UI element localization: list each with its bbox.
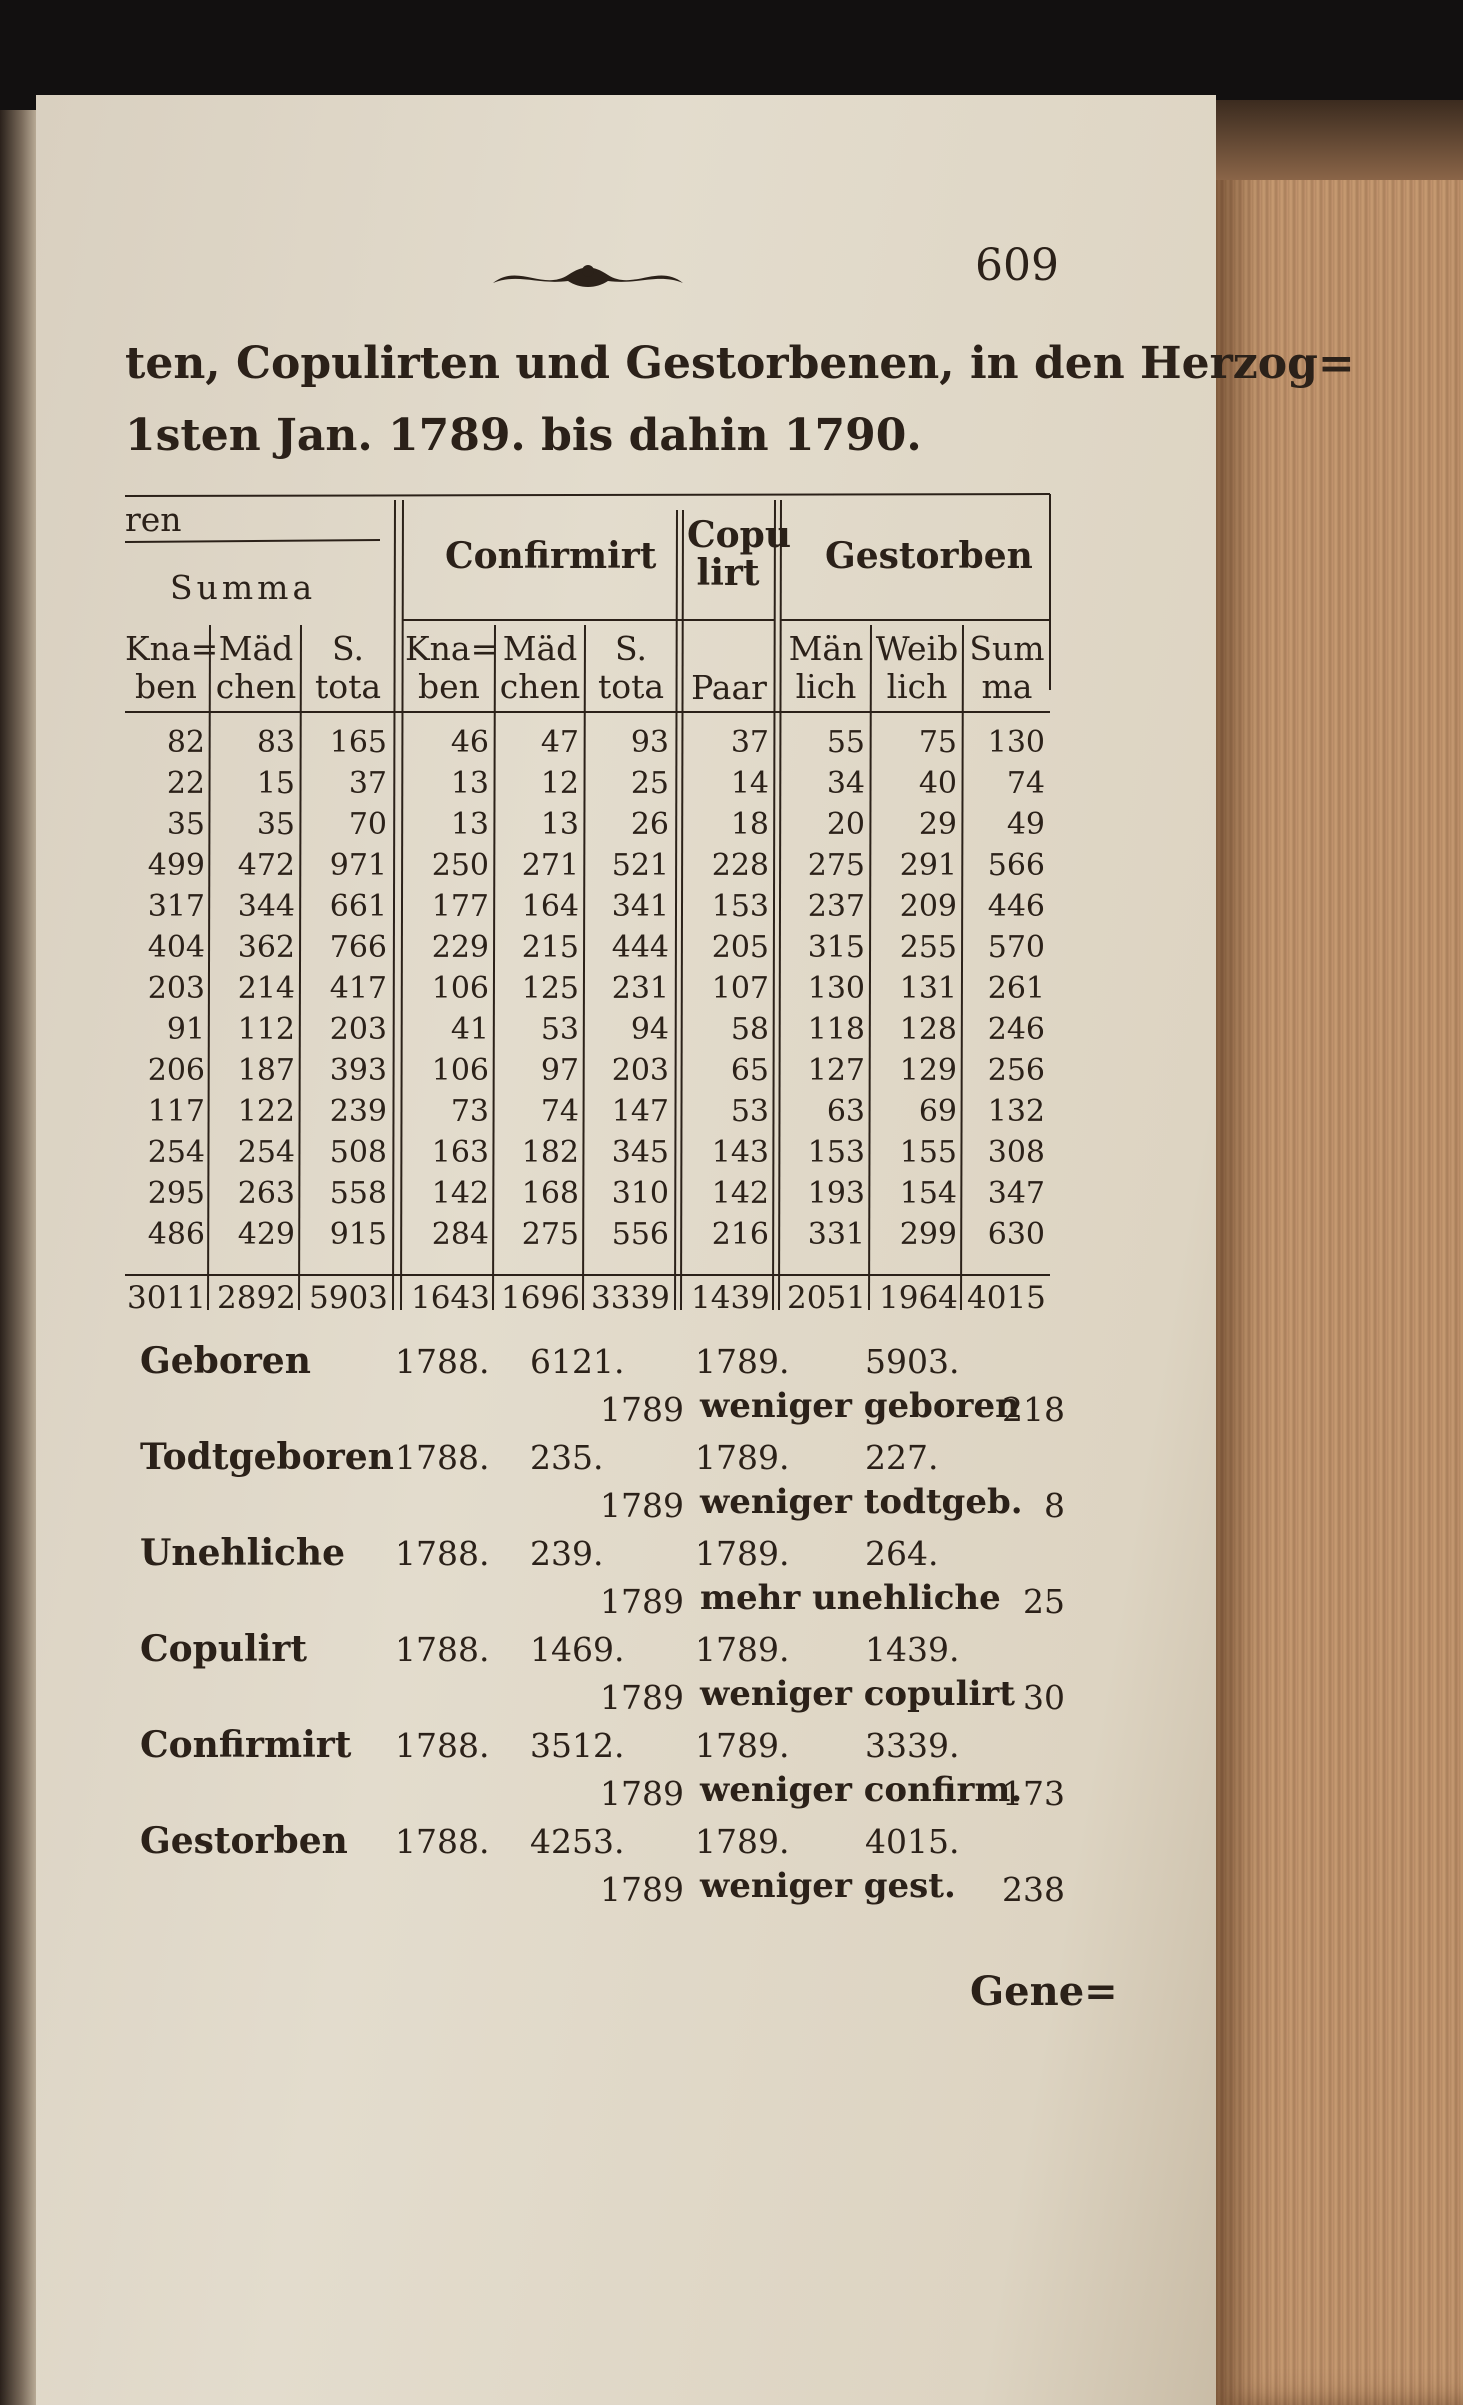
table-cell: 75 [918,725,957,760]
comparison-year1: 1788. [395,1438,490,1477]
copulirt-header-paar: Paar [691,668,767,707]
table-total-cell: 2051 [787,1280,866,1316]
comparison-year1: 1788. [395,1630,490,1669]
comparison-value2: 264. [865,1534,939,1573]
table-cell: 558 [329,1176,387,1211]
table-cell: 106 [431,1053,489,1088]
table-cell: 147 [611,1094,669,1129]
summa-header-maedchen: Mäd chen [215,629,297,706]
gestorben-header-summa: Sum ma [969,629,1045,706]
confirmirt-header-tota: S. tota [597,629,665,706]
comparison-year1: 1788. [395,1726,490,1765]
table-cell: 118 [807,1012,865,1047]
comparison-value1: 239. [530,1534,604,1573]
table-cell: 130 [987,725,1045,760]
table-cell: 35 [166,807,205,842]
table-cell: 182 [521,1135,579,1170]
comparison-year3: 1789 [600,1582,684,1621]
table-cell: 347 [987,1176,1045,1211]
table-cell: 261 [987,971,1045,1006]
table-cell: 295 [147,1176,205,1211]
table-cell: 254 [147,1135,205,1170]
table-cell: 46 [450,725,489,760]
comparison-value1: 6121. [530,1342,625,1381]
comparison-label: Geboren [140,1340,311,1382]
comparison-diff: 30 [1023,1678,1065,1717]
table-total-cell: 5903 [309,1280,388,1316]
table-cell: 362 [237,930,295,965]
comparison-year2: 1789. [695,1822,790,1861]
group-gestorben: Gestorben [825,535,1033,577]
table-cell: 143 [711,1135,769,1170]
table-cell: 106 [431,971,489,1006]
table-cell: 70 [348,807,387,842]
comparison-year3: 1789 [600,1870,684,1909]
page-fore-edge [1216,100,1463,2405]
comparison-year2: 1789. [695,1630,790,1669]
table-cell: 94 [630,1012,669,1047]
table-cell: 13 [540,807,579,842]
comparison-text: weniger gest. [700,1866,956,1906]
comparison-row [140,1724,1070,1820]
table-cell: 83 [256,725,295,760]
table-cell: 22 [166,766,205,801]
table-cell: 49 [1006,807,1045,842]
table-cell: 263 [237,1176,295,1211]
table-cell: 117 [147,1094,205,1129]
comparison-row [140,1340,1070,1436]
summa-header-tota: S. tota [314,629,382,706]
table-cell: 37 [730,725,769,760]
comparison-value1: 235. [530,1438,604,1477]
table-cell: 203 [329,1012,387,1047]
table-cell: 41 [450,1012,489,1047]
comparison-year3: 1789 [600,1486,684,1525]
table-cell: 255 [899,930,957,965]
table-cell: 165 [329,725,387,760]
table-cell: 163 [431,1135,489,1170]
statistics-table [125,480,1060,1320]
table-cell: 915 [329,1217,387,1252]
gestorben-header-weiblich: Weib lich [875,629,959,706]
table-cell: 275 [807,848,865,883]
group-summa: Summa [170,568,317,607]
table-cell: 63 [826,1094,865,1129]
table-cell: 499 [147,848,205,883]
table-cell: 164 [521,889,579,924]
comparison-value1: 1469. [530,1630,625,1669]
table-cell: 250 [431,848,489,883]
table-cell: 25 [630,766,669,801]
comparison-label: Unehliche [140,1532,345,1574]
summa-header-knaben: Kna= ben [125,629,219,706]
table-cell: 53 [540,1012,579,1047]
table-cell: 275 [521,1217,579,1252]
comparison-label: Copulirt [140,1628,307,1670]
comparison-diff: 25 [1023,1582,1065,1621]
table-cell: 12 [540,766,579,801]
table-cell: 73 [450,1094,489,1129]
table-cell: 74 [1006,766,1045,801]
table-cell: 18 [730,807,769,842]
table-cell: 203 [147,971,205,1006]
table-cell: 486 [147,1217,205,1252]
table-cell: 82 [166,725,205,760]
comparison-year1: 1788. [395,1534,490,1573]
table-total-cell: 4015 [967,1280,1046,1316]
table-cell: 661 [329,889,387,924]
table-cell: 216 [711,1217,769,1252]
confirmirt-header-knaben: Kna= ben [405,629,499,706]
comparison-row [140,1436,1070,1532]
table-cell: 766 [329,930,387,965]
table-cell: 341 [611,889,669,924]
left-page-edge [0,110,36,2405]
table-cell: 310 [611,1176,669,1211]
confirmirt-header-maedchen: Mäd chen [499,629,581,706]
comparison-diff: 8 [1044,1486,1065,1525]
table-cell: 570 [987,930,1045,965]
table-cell: 154 [899,1176,957,1211]
table-cell: 107 [711,971,769,1006]
heading-line-1: ten, Copulirten und Gestorbenen, in den Herzog= [125,338,1355,389]
comparison-value2: 5903. [865,1342,960,1381]
table-cell: 444 [611,930,669,965]
table-cell: 142 [431,1176,489,1211]
page-number: 609 [975,240,1059,291]
comparison-label: Confirmirt [140,1724,352,1766]
comparison-text: weniger geboren [700,1386,1020,1426]
comparison-label: Gestorben [140,1820,348,1862]
table-cell: 203 [611,1053,669,1088]
gestorben-header-maennlich: Män lich [788,629,864,706]
table-cell: 215 [521,930,579,965]
table-cell: 40 [918,766,957,801]
table-cell: 284 [431,1217,489,1252]
table-cell: 74 [540,1094,579,1129]
comparison-year2: 1789. [695,1534,790,1573]
table-cell: 132 [987,1094,1045,1129]
comparison-row [140,1820,1070,1916]
table-cell: 299 [899,1217,957,1252]
table-cell: 58 [730,1012,769,1047]
table-cell: 237 [807,889,865,924]
table-cell: 29 [918,807,957,842]
table-cell: 93 [630,725,669,760]
table-cell: 187 [237,1053,295,1088]
table-cell: 65 [730,1053,769,1088]
table-cell: 142 [711,1176,769,1211]
table-cell: 34 [826,766,865,801]
table-cell: 13 [450,807,489,842]
ornament-vignette [488,255,688,297]
comparison-diff: 238 [1002,1870,1065,1909]
comparison-value2: 4015. [865,1822,960,1861]
table-cell: 472 [237,848,295,883]
table-cell: 228 [711,848,769,883]
table-cell: 446 [987,889,1045,924]
table-cell: 256 [987,1053,1045,1088]
table-cell: 193 [807,1176,865,1211]
table-cell: 404 [147,930,205,965]
table-cell: 91 [166,1012,205,1047]
table-cell: 308 [987,1135,1045,1170]
comparison-year1: 1788. [395,1822,490,1861]
table-cell: 393 [329,1053,387,1088]
table-cell: 35 [256,807,295,842]
table-cell: 239 [329,1094,387,1129]
table-cell: 97 [540,1053,579,1088]
table-cell: 14 [730,766,769,801]
table-cell: 331 [807,1217,865,1252]
table-total-cell: 1964 [879,1280,958,1316]
table-cell: 69 [918,1094,957,1129]
table-cell: 521 [611,848,669,883]
table-cell: 125 [521,971,579,1006]
table-cell: 971 [329,848,387,883]
table-cell: 209 [899,889,957,924]
table-cell: 37 [348,766,387,801]
table-cell: 214 [237,971,295,1006]
table-cell: 429 [237,1217,295,1252]
comparison-value2: 3339. [865,1726,960,1765]
comparison-year3: 1789 [600,1774,684,1813]
comparison-text: mehr unehliche [700,1578,1001,1618]
table-cell: 566 [987,848,1045,883]
comparison-diff: 173 [1002,1774,1065,1813]
table-cell: 127 [807,1053,865,1088]
comparison-year3: 1789 [600,1390,684,1429]
comparison-label: Todtgeboren [140,1436,394,1478]
table-cell: 26 [630,807,669,842]
comparison-diff: 218 [1002,1390,1065,1429]
table-cell: 130 [807,971,865,1006]
table-total-cell: 2892 [217,1280,296,1316]
table-cell: 53 [730,1094,769,1129]
table-cell: 508 [329,1135,387,1170]
comparison-year3: 1789 [600,1678,684,1717]
table-cell: 13 [450,766,489,801]
table-cell: 47 [540,725,579,760]
table-cell: 254 [237,1135,295,1170]
comparison-row [140,1628,1070,1724]
table-cell: 153 [711,889,769,924]
table-cell: 246 [987,1012,1045,1047]
table-cell: 131 [899,971,957,1006]
table-cell: 128 [899,1012,957,1047]
table-cell: 291 [899,848,957,883]
table-cell: 15 [256,766,295,801]
comparison-text: weniger todtgeb. [700,1482,1023,1522]
comparison-year2: 1789. [695,1726,790,1765]
table-cell: 112 [237,1012,295,1047]
group-copulirt: Copu lirt [687,514,792,594]
comparison-value2: 227. [865,1438,939,1477]
table-cell: 229 [431,930,489,965]
table-total-cell: 1696 [501,1280,580,1316]
table-cell: 122 [237,1094,295,1129]
comparison-value1: 3512. [530,1726,625,1765]
table-cell: 55 [826,725,865,760]
table-cell: 231 [611,971,669,1006]
table-cell: 630 [987,1217,1045,1252]
table-total-cell: 3011 [127,1280,206,1316]
comparison-year2: 1789. [695,1342,790,1381]
fragment-ren: ren [125,500,182,539]
table-cell: 206 [147,1053,205,1088]
comparison-text: weniger copulirt [700,1674,1016,1714]
comparison-year2: 1789. [695,1438,790,1477]
heading-line-2: 1sten Jan. 1789. bis dahin 1790. [125,410,922,461]
table-cell: 155 [899,1135,957,1170]
table-cell: 153 [807,1135,865,1170]
table-cell: 556 [611,1217,669,1252]
table-cell: 168 [521,1176,579,1211]
table-cell: 315 [807,930,865,965]
table-cell: 129 [899,1053,957,1088]
table-total-cell: 1643 [411,1280,490,1316]
comparison-year1: 1788. [395,1342,490,1381]
comparison-row [140,1532,1070,1628]
comparison-text: weniger confirm. [700,1770,1023,1810]
catchword: Gene= [970,1968,1118,2015]
table-cell: 177 [431,889,489,924]
table-cell: 344 [237,889,295,924]
table-total-cell: 1439 [691,1280,770,1316]
table-cell: 317 [147,889,205,924]
group-confirmirt: Confirmirt [445,535,657,577]
table-total-cell: 3339 [591,1280,670,1316]
table-cell: 20 [826,807,865,842]
table-cell: 205 [711,930,769,965]
table-cell: 345 [611,1135,669,1170]
comparison-value1: 4253. [530,1822,625,1861]
comparison-value2: 1439. [865,1630,960,1669]
table-cell: 417 [329,971,387,1006]
table-cell: 271 [521,848,579,883]
